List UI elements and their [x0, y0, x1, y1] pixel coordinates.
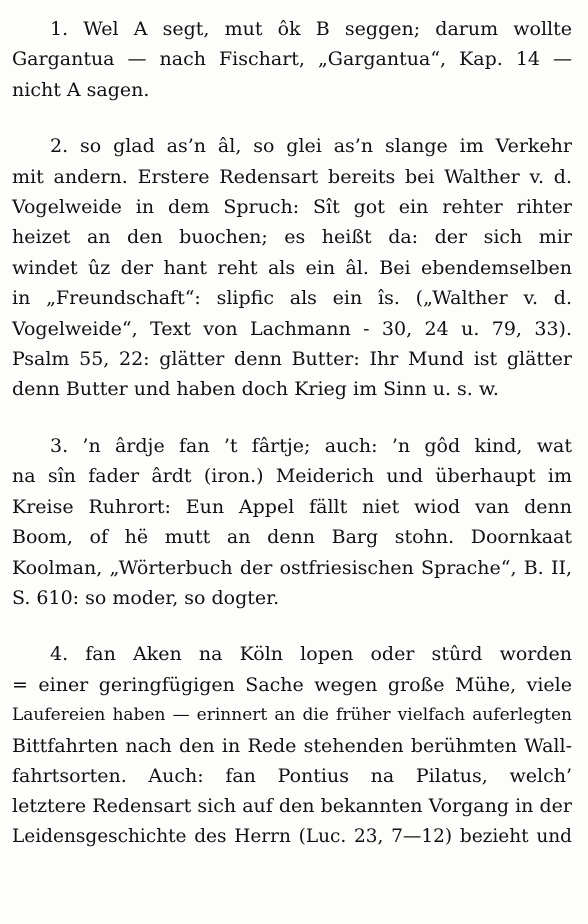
- note-1: [12, 14, 572, 105]
- text-line: nicht A sagen.: [12, 78, 150, 101]
- text-line: heizet an den buochen; es heißt da: der sich mir: [12, 226, 572, 249]
- text-line: Boom, of hë mutt an denn Barg stohn. Doornkaat: [12, 526, 572, 549]
- note-4: [12, 639, 572, 852]
- text-line: Laufereien haben — erinnert an die früher vielfach auferlegten: [12, 705, 572, 726]
- text-line: Gargantua — nach Fischart, „Gargantua“, Kap. 14 —: [12, 48, 572, 71]
- note-3: [12, 431, 572, 613]
- text-line: 1. Wel A segt, mut ôk B seggen; darum wollte: [50, 18, 572, 40]
- text-line: Psalm 55, 22: glätter denn Butter: Ihr Mund ist glätter: [12, 348, 572, 371]
- text-line: letztere Redensart sich auf den bekannten Vorgang in der: [12, 795, 572, 818]
- text-line: fahrtsorten. Auch: fan Pontius na Pilatus, welch’: [12, 764, 572, 787]
- text-line: denn Butter und haben doch Krieg im Sinn u. s. w.: [12, 378, 499, 401]
- text-line: windet ûz der hant reht als ein âl. Bei ebendemselben: [12, 256, 572, 279]
- text-line: S. 610: so moder, so dogter.: [12, 586, 280, 609]
- text-line: 2. so glad as’n âl, so glei as’n slange im Verkehr: [50, 135, 572, 158]
- text-line: Kreise Ruhrort: Eun Appel fällt niet wiod van denn: [12, 495, 572, 518]
- text-line: = einer geringfügigen Sache wegen große Mühe, viele: [12, 673, 572, 696]
- text-line: Vogelweide“, Text von Lachmann - 30, 24 u. 79, 33).: [12, 317, 572, 340]
- text-line: Leidensgeschichte des Herrn (Luc. 23, 7—12) bezieht und: [12, 825, 572, 847]
- notes-text: [12, 14, 572, 878]
- text-line: Vogelweide in dem Spruch: Sît got ein rehter rihter: [12, 196, 572, 219]
- text-line: Koolman, „Wörterbuch der ostfriesischen Sprache“, B. II,: [12, 556, 572, 579]
- text-line: Bittfahrten nach den in Rede stehenden berühmten Wall-: [12, 734, 572, 757]
- note-2: [12, 131, 572, 405]
- text-line: in „Freundschaft“: slipfic als ein îs. („Walther v. d.: [12, 287, 572, 310]
- text-line: 3. ’n ârdje fan ’t fârtje; auch: ’n gôd kind, wat: [50, 434, 572, 457]
- text-line: mit andern. Erstere Redensart bereits bei Walther v. d.: [12, 165, 572, 188]
- text-line: na sîn fader ârdt (iron.) Meiderich und überhaupt im: [12, 465, 572, 488]
- text-line: 4. fan Aken na Köln lopen oder stûrd worden: [50, 643, 572, 666]
